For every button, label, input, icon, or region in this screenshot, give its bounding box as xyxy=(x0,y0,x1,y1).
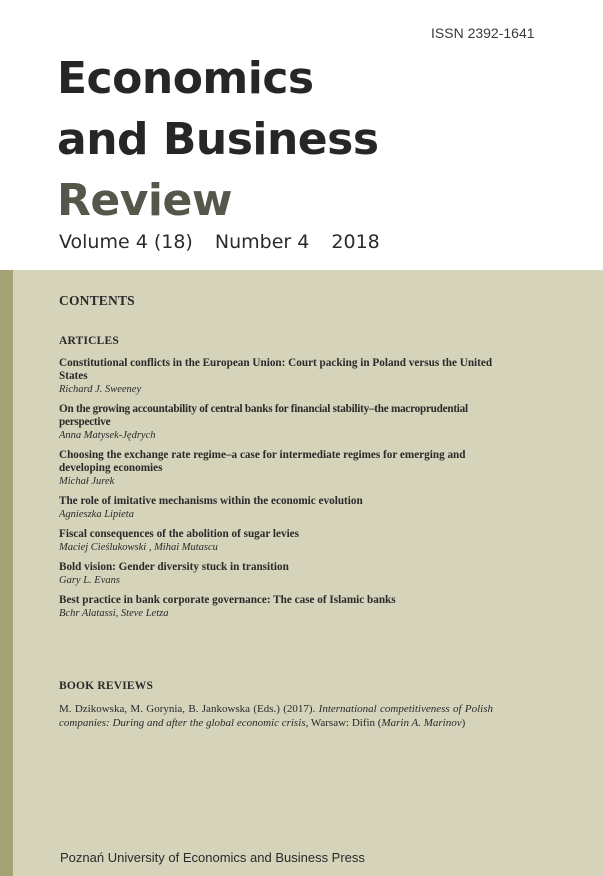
article-item[interactable] xyxy=(59,495,499,521)
article-title: The role of imitative mechanisms within the economic evolution xyxy=(59,495,363,507)
article-title: Choosing the exchange rate regime–a case for intermediate regimes for emerging and developing economies xyxy=(59,449,466,474)
article-item[interactable] xyxy=(59,561,499,587)
article-list xyxy=(59,357,499,627)
article-title: Best practice in bank corporate governance: The case of Islamic banks xyxy=(59,594,396,606)
article-authors: Michał Jurek xyxy=(59,476,115,487)
review-close: ) xyxy=(461,717,466,729)
article-item[interactable] xyxy=(59,449,499,488)
article-authors: Agnieszka Lipieta xyxy=(59,509,134,520)
issue-number: Number 4 xyxy=(214,231,310,253)
article-title: Constitutional conflicts in the European Union: Court packing in Poland versus the United States xyxy=(59,357,493,382)
issue-volume: Volume 4 (18) xyxy=(59,231,193,253)
issue-year: 2018 xyxy=(331,231,380,253)
issn-number: ISSN 2392-1641 xyxy=(431,25,535,41)
article-item[interactable] xyxy=(59,357,499,396)
contents-heading: CONTENTS xyxy=(59,293,135,308)
article-title: Bold vision: Gender diversity stuck in transition xyxy=(59,561,289,573)
article-item[interactable] xyxy=(59,594,499,620)
article-item[interactable] xyxy=(59,403,499,442)
book-reviews-heading: BOOK REVIEWS xyxy=(59,680,154,692)
issue-info xyxy=(59,231,396,253)
journal-title-line2: and Business xyxy=(57,114,379,165)
book-review-entry[interactable] xyxy=(59,702,493,730)
article-title: Fiscal consequences of the abolition of sugar levies xyxy=(59,528,300,540)
journal-title xyxy=(57,48,379,231)
review-publisher: , Warsaw: Difin ( xyxy=(305,717,382,729)
review-reviewer: Marin A. Marinov xyxy=(381,717,462,729)
article-authors: Maciej Cieślukowski , Mihai Mutascu xyxy=(59,542,218,553)
article-authors: Gary L. Evans xyxy=(59,575,120,586)
article-authors: Richard J. Sweeney xyxy=(59,384,142,395)
article-authors: Anna Matysek-Jędrych xyxy=(59,430,156,441)
review-book-title: International competitiveness of Polish companies: During and after the global economic crisis xyxy=(59,703,493,729)
article-title: On the growing accountability of central banks for financial stability–the macroprudential perspective xyxy=(59,403,468,428)
publisher-name: Poznań University of Economics and Business Press xyxy=(60,850,365,865)
articles-heading: ARTICLES xyxy=(59,335,119,347)
side-stripe xyxy=(0,270,13,876)
journal-title-line3: Review xyxy=(57,175,232,226)
article-authors: Bchr Alatassi, Steve Letza xyxy=(59,608,169,619)
article-item[interactable] xyxy=(59,528,499,554)
journal-title-line1: Economics xyxy=(57,53,314,104)
review-authors: M. Dzikowska, M. Gorynia, B. Jankowska (Eds.) (2017). xyxy=(59,703,316,715)
